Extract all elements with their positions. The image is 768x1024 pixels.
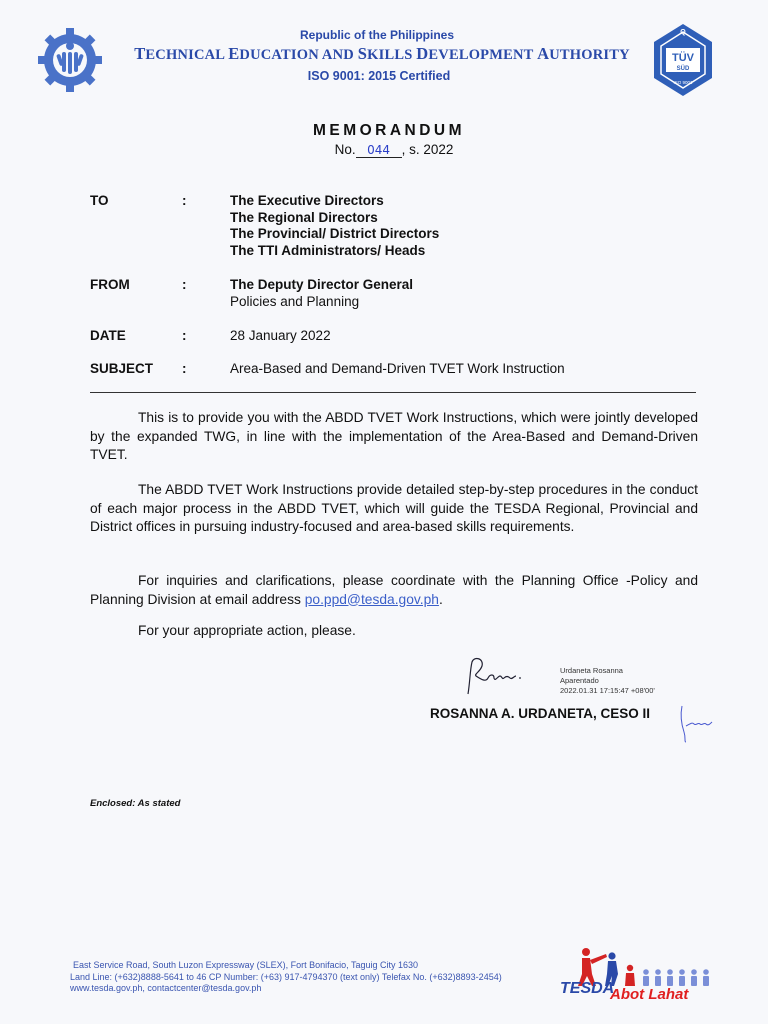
agency-cap-1: T [134, 44, 146, 63]
subject-value: Area-Based and Demand-Driven TVET Work Instruction [230, 361, 565, 376]
to-label: TO [90, 193, 109, 208]
recipient-3: The Provincial/ District Directors [230, 226, 440, 241]
agency-cap-4: D [416, 44, 429, 63]
cert-logo-sub: SÜD [676, 66, 690, 72]
paragraph-2 [90, 481, 698, 537]
agency-rest-1: ECHNICAL [145, 47, 229, 63]
paragraph-3-end: . [438, 591, 443, 607]
agency-rest-4: EVELOPMENT [428, 47, 538, 63]
paragraph-2-text: The ABDD TVET Work Instructions provide detailed step-by-step procedures in the conduct of each major process in the ABDD TVET, which will guide the TESDA Regional, Provincial and District offices in pursuing industry-focused and area-based skills requirements. [90, 482, 698, 534]
memo-title: MEMORANDUM [312, 122, 466, 139]
from-line-2: Policies and Planning [230, 293, 360, 309]
agency-rest-5: UTHORITY [549, 47, 630, 63]
from-label: FROM [90, 277, 130, 292]
agency-cap-3: S [357, 44, 368, 63]
agency-rest-3: KILLS [367, 47, 417, 63]
initial-scribble-icon [676, 702, 716, 744]
memo-number: 044 [356, 144, 402, 158]
recipient-2: The Regional Directors [230, 209, 378, 225]
agency-name [112, 44, 652, 64]
to-recipients [230, 193, 439, 259]
from-value [230, 277, 413, 310]
recipient-4: The TTI Administrators/ Heads [230, 242, 426, 258]
from-line-1: The Deputy Director General [230, 277, 414, 292]
sig-meta-line-2: Aparentado [560, 676, 599, 685]
campaign-abot-text: Abot Lahat [610, 986, 689, 1003]
date-value: 28 January 2022 [230, 328, 331, 343]
digital-signature-meta [560, 666, 655, 696]
agency-cap-2: E [228, 44, 240, 63]
paragraph-4-text: For your appropriate action, please. [138, 623, 356, 638]
email-link[interactable]: po.ppd@tesda.gov.ph [304, 591, 439, 607]
signature-scribble-icon [462, 654, 524, 698]
iso-certification: ISO 9001: 2015 Certified [307, 69, 451, 83]
sig-meta-line-3: 2022.01.31 17:15:47 +08'00' [560, 686, 655, 695]
enclosure-note: Enclosed: As stated [90, 798, 181, 809]
agency-cap-5: A [537, 44, 550, 63]
footer-address: East Service Road, South Luzon Expressway (SLEX), Fort Bonifacio, Taguig City 1630 [73, 960, 419, 970]
paragraph-3-text: For inquiries and clarifications, please coordinate with the Planning Office -Policy and Planning Division at email address [90, 573, 698, 607]
footer-web[interactable]: www.tesda.gov.ph, contactcenter@tesda.gov.ph [70, 983, 262, 993]
footer-phones: Land Line: (+632)8888-5641 to 46 CP Number: (+63) 917-4794370 (text only) Telefax No. (+632)8893-2454) [70, 971, 502, 982]
memo-number-line [0, 142, 768, 158]
paragraph-3 [90, 572, 698, 609]
paragraph-1 [90, 409, 698, 465]
paragraph-4 [90, 622, 698, 641]
signatory-name: ROSANNA A. URDANETA, CESO II [430, 706, 651, 721]
subject-colon: : [182, 361, 187, 376]
recipient-1: The Executive Directors [230, 193, 384, 208]
subject-label: SUBJECT [90, 361, 154, 376]
cert-logo-top: Q [680, 29, 686, 36]
memo-series: , s. 2022 [401, 142, 454, 157]
paragraph-1-text: This is to provide you with the ABDD TVET Work Instructions, which were jointly developed by the expanded TWG, in line with the implementation of the Area-Based and Demand-Driven TVET. [90, 410, 698, 462]
letterhead [112, 28, 652, 83]
date-colon: : [182, 328, 187, 343]
to-colon: : [182, 193, 187, 208]
cert-logo-brand: TÜV [672, 52, 694, 64]
agency-rest-2: DUCATION AND [239, 47, 358, 63]
republic-line: Republic of the Philippines [299, 28, 454, 42]
date-label: DATE [90, 328, 126, 343]
cert-logo-bottom: ISO 9001 [673, 80, 693, 85]
sig-meta-line-1: Urdaneta Rosanna [560, 666, 623, 675]
tesda-abot-lahat-logo [556, 944, 716, 1008]
header-divider [90, 392, 696, 393]
tesda-gear-logo-icon [34, 24, 106, 96]
tuv-sud-cert-logo-icon [652, 22, 714, 98]
memo-no-prefix: No. [334, 142, 356, 157]
from-colon: : [182, 277, 187, 292]
campaign-tesda-text: TESDA [560, 980, 615, 997]
footer-contact [70, 960, 502, 995]
